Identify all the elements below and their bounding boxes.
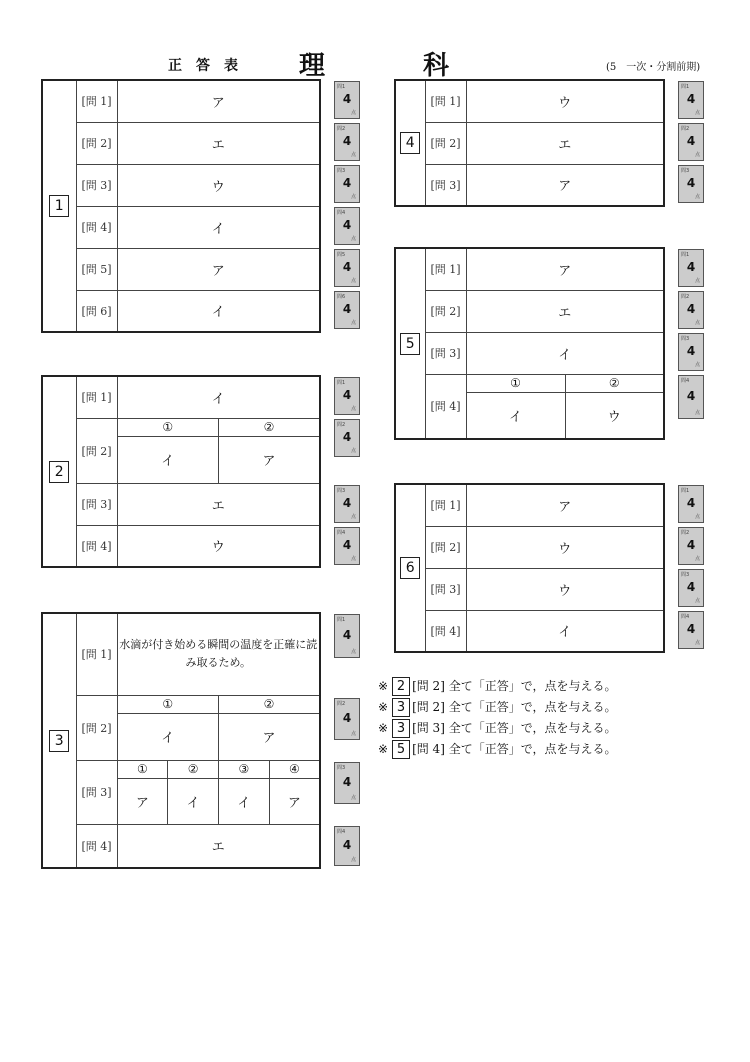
score-unit: 点 <box>350 649 356 655</box>
note-text: [問 4] 全て「正答」で，点を与える。 <box>412 742 617 756</box>
section-1-number-cell <box>42 80 76 332</box>
score-question: 問4 <box>681 614 690 620</box>
score-box <box>334 485 360 523</box>
section-number: 3 <box>49 730 69 752</box>
answer: ア <box>117 778 168 824</box>
answer-sheet-label: 正答表 <box>168 58 252 74</box>
score-question: 問3 <box>681 572 690 578</box>
score-box <box>678 249 704 287</box>
score-question: 問6 <box>337 294 346 300</box>
score-question: 問4 <box>337 530 346 536</box>
note-section-number: 2 <box>392 677 410 696</box>
score-box <box>334 826 360 866</box>
answer: イ <box>117 436 219 483</box>
answer: イ <box>117 713 219 760</box>
note-section-number: 3 <box>392 698 410 717</box>
question-label: [問 4] <box>425 610 466 652</box>
score-unit: 点 <box>350 795 356 801</box>
score-unit: 点 <box>350 152 356 158</box>
score-question: 問4 <box>337 829 346 835</box>
question-label: [問 1] <box>425 484 466 526</box>
score-unit: 点 <box>694 278 700 284</box>
note-section-number: 3 <box>392 719 410 738</box>
score-question: 問1 <box>337 380 346 386</box>
score-unit: 点 <box>350 448 356 454</box>
score-unit: 点 <box>350 278 356 284</box>
score-points: 4 <box>342 838 352 852</box>
scoring-note <box>378 718 616 739</box>
answer: ア <box>219 436 321 483</box>
note-mark: ※ <box>378 679 389 693</box>
score-points: 4 <box>342 302 352 316</box>
question-label: [問 2] <box>76 122 117 164</box>
subject-title-left: 理 <box>299 51 326 81</box>
score-box <box>334 207 360 245</box>
question-label: [問 3] <box>76 760 117 824</box>
score-box <box>334 377 360 415</box>
question-label: [問 1] <box>76 80 117 122</box>
score-question: 問5 <box>337 252 346 258</box>
score-box <box>678 611 704 649</box>
sub-label: ② <box>219 418 321 436</box>
answer: エ <box>117 824 320 868</box>
question-label: [問 2] <box>76 695 117 760</box>
score-points: 4 <box>342 711 352 725</box>
question-label: [問 3] <box>76 483 117 525</box>
question-label: [問 5] <box>76 248 117 290</box>
answer: エ <box>117 122 320 164</box>
score-unit: 点 <box>694 640 700 646</box>
score-unit: 点 <box>694 320 700 326</box>
question-label: [問 4] <box>76 525 117 567</box>
score-points: 4 <box>686 176 696 190</box>
score-points: 4 <box>686 134 696 148</box>
section-number: 1 <box>49 195 69 217</box>
scoring-note <box>378 739 616 760</box>
score-box <box>334 762 360 804</box>
answer: イ <box>117 290 320 332</box>
score-question: 問3 <box>337 488 346 494</box>
note-text: [問 2] 全て「正答」で，点を与える。 <box>412 700 617 714</box>
score-unit: 点 <box>350 236 356 242</box>
answer: イ <box>117 376 320 418</box>
score-points: 4 <box>342 775 352 789</box>
scoring-note <box>378 676 616 697</box>
score-question: 問3 <box>681 168 690 174</box>
score-question: 問3 <box>681 336 690 342</box>
question-label: [問 2] <box>425 526 466 568</box>
section-number: 5 <box>400 333 420 355</box>
section-1-table <box>41 79 321 333</box>
score-points: 4 <box>686 622 696 636</box>
section-5-table <box>394 247 665 440</box>
score-unit: 点 <box>694 514 700 520</box>
score-box <box>334 419 360 457</box>
answer: イ <box>168 778 219 824</box>
sub-label: ③ <box>219 760 270 778</box>
section-number: 4 <box>400 132 420 154</box>
score-unit: 点 <box>350 406 356 412</box>
note-text: [問 2] 全て「正答」で，点を与える。 <box>412 679 617 693</box>
section-4-number-cell <box>395 80 425 206</box>
score-points: 4 <box>342 176 352 190</box>
answer: エ <box>117 483 320 525</box>
score-question: 問2 <box>681 126 690 132</box>
note-mark: ※ <box>378 700 389 714</box>
sub-label: ① <box>466 374 565 392</box>
score-points: 4 <box>686 344 696 358</box>
answer: イ <box>219 778 270 824</box>
sub-label: ④ <box>269 760 320 778</box>
section-2-table <box>41 375 321 568</box>
score-points: 4 <box>686 92 696 106</box>
written-answer: 水滴が付き始める瞬間の温度を正確に読み取るため。 <box>117 613 320 695</box>
score-points: 4 <box>342 134 352 148</box>
score-box <box>678 291 704 329</box>
answer: エ <box>466 122 664 164</box>
score-box <box>334 123 360 161</box>
question-label: [問 4] <box>76 824 117 868</box>
score-box <box>678 569 704 607</box>
score-points: 4 <box>342 92 352 106</box>
sub-label: ② <box>219 695 321 713</box>
score-points: 4 <box>342 260 352 274</box>
score-points: 4 <box>686 496 696 510</box>
score-unit: 点 <box>694 110 700 116</box>
answer: ア <box>466 484 664 526</box>
note-mark: ※ <box>378 721 389 735</box>
score-box <box>678 333 704 371</box>
score-box <box>334 614 360 658</box>
score-points: 4 <box>686 389 696 403</box>
section-6-number-cell <box>395 484 425 652</box>
subject-title-right: 科 <box>423 51 450 81</box>
question-label: [問 3] <box>425 164 466 206</box>
score-unit: 点 <box>694 362 700 368</box>
section-3-number-cell <box>42 613 76 868</box>
score-unit: 点 <box>694 194 700 200</box>
score-question: 問1 <box>337 84 346 90</box>
scoring-note <box>378 697 616 718</box>
answer: ウ <box>466 526 664 568</box>
score-question: 問4 <box>681 378 690 384</box>
score-unit: 点 <box>350 514 356 520</box>
section-2-number-cell <box>42 376 76 567</box>
section-number: 6 <box>400 557 420 579</box>
score-question: 問3 <box>337 168 346 174</box>
question-label: [問 2] <box>425 122 466 164</box>
score-unit: 点 <box>694 152 700 158</box>
question-label: [問 1] <box>76 613 117 695</box>
score-box <box>334 527 360 565</box>
score-unit: 点 <box>694 598 700 604</box>
score-unit: 点 <box>350 110 356 116</box>
score-box <box>334 165 360 203</box>
score-box <box>334 291 360 329</box>
section-5-number-cell <box>395 248 425 439</box>
answer: ア <box>466 164 664 206</box>
score-box <box>334 698 360 740</box>
question-label: [問 1] <box>425 248 466 290</box>
score-question: 問1 <box>337 617 346 623</box>
answer: ウ <box>466 568 664 610</box>
score-unit: 点 <box>694 410 700 416</box>
answer: イ <box>117 206 320 248</box>
answer: ア <box>269 778 320 824</box>
question-label: [問 1] <box>76 376 117 418</box>
score-box <box>678 527 704 565</box>
score-question: 問2 <box>681 530 690 536</box>
score-question: 問2 <box>681 294 690 300</box>
sub-label: ② <box>168 760 219 778</box>
score-points: 4 <box>342 496 352 510</box>
sub-label: ① <box>117 418 219 436</box>
score-question: 問4 <box>337 210 346 216</box>
note-text: [問 3] 全て「正答」で，点を与える。 <box>412 721 617 735</box>
answer: ウ <box>466 80 664 122</box>
note-mark: ※ <box>378 742 389 756</box>
answer: ア <box>117 80 320 122</box>
exam-note: (5 一次・分割前期) <box>606 62 701 73</box>
section-6-table <box>394 483 665 653</box>
question-label: [問 4] <box>76 206 117 248</box>
sub-label: ① <box>117 695 219 713</box>
score-points: 4 <box>686 538 696 552</box>
score-question: 問1 <box>681 84 690 90</box>
question-label: [問 3] <box>425 332 466 374</box>
answer: エ <box>466 290 664 332</box>
score-points: 4 <box>342 218 352 232</box>
score-box <box>334 249 360 287</box>
section-number: 2 <box>49 461 69 483</box>
score-question: 問3 <box>337 765 346 771</box>
score-unit: 点 <box>350 556 356 562</box>
question-label: [問 1] <box>425 80 466 122</box>
score-unit: 点 <box>694 556 700 562</box>
answer: イ <box>466 392 565 439</box>
question-label: [問 3] <box>76 164 117 206</box>
answer: イ <box>466 332 664 374</box>
score-points: 4 <box>342 388 352 402</box>
question-label: [問 3] <box>425 568 466 610</box>
score-question: 問2 <box>337 701 346 707</box>
score-points: 4 <box>686 260 696 274</box>
answer: ウ <box>117 164 320 206</box>
answer: ウ <box>117 525 320 567</box>
answer: ア <box>466 248 664 290</box>
answer: ア <box>219 713 321 760</box>
score-question: 問2 <box>337 422 346 428</box>
score-points: 4 <box>686 302 696 316</box>
score-unit: 点 <box>350 320 356 326</box>
score-question: 問1 <box>681 488 690 494</box>
score-points: 4 <box>342 538 352 552</box>
question-label: [問 6] <box>76 290 117 332</box>
score-box <box>678 123 704 161</box>
score-unit: 点 <box>350 857 356 863</box>
answer: ア <box>117 248 320 290</box>
score-points: 4 <box>342 628 352 642</box>
score-box <box>678 375 704 419</box>
answer: ウ <box>565 392 664 439</box>
answer: イ <box>466 610 664 652</box>
scoring-notes <box>378 676 616 760</box>
score-question: 問2 <box>337 126 346 132</box>
score-points: 4 <box>686 580 696 594</box>
sub-label: ② <box>565 374 664 392</box>
sub-label: ① <box>117 760 168 778</box>
score-question: 問1 <box>681 252 690 258</box>
score-box <box>678 165 704 203</box>
section-3-table <box>41 612 321 869</box>
score-points: 4 <box>342 430 352 444</box>
note-section-number: 5 <box>392 740 410 759</box>
question-label: [問 2] <box>425 290 466 332</box>
score-box <box>678 485 704 523</box>
section-4-table <box>394 79 665 207</box>
score-unit: 点 <box>350 194 356 200</box>
score-box <box>334 81 360 119</box>
score-unit: 点 <box>350 731 356 737</box>
score-box <box>678 81 704 119</box>
question-label: [問 2] <box>76 418 117 483</box>
question-label: [問 4] <box>425 374 466 439</box>
